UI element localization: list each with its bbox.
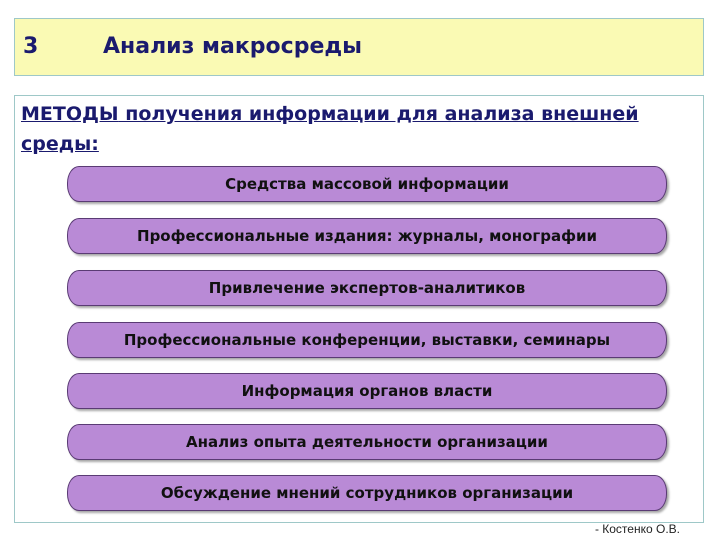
content-panel <box>14 95 704 523</box>
method-item: Обсуждение мнений сотрудников организации <box>67 475 667 511</box>
method-item: Профессиональные издания: журналы, монографии <box>67 218 667 254</box>
slide-title-bar <box>14 18 704 76</box>
method-item: Информация органов власти <box>67 373 667 409</box>
methods-heading-rest: получения информации для анализа внешней среды: <box>21 103 639 155</box>
methods-heading <box>21 99 691 159</box>
method-item: Средства массовой информации <box>67 166 667 202</box>
method-item: Профессиональные конференции, выставки, семинары <box>67 322 667 358</box>
copyright-footer: - Костенко О.В. <box>594 522 680 536</box>
method-item: Анализ опыта деятельности организации <box>67 424 667 460</box>
methods-heading-caps: МЕТОДЫ <box>21 103 119 125</box>
slide-number: 3 <box>23 34 39 59</box>
method-item: Привлечение экспертов-аналитиков <box>67 270 667 306</box>
slide-title: Анализ макросреды <box>103 34 363 59</box>
